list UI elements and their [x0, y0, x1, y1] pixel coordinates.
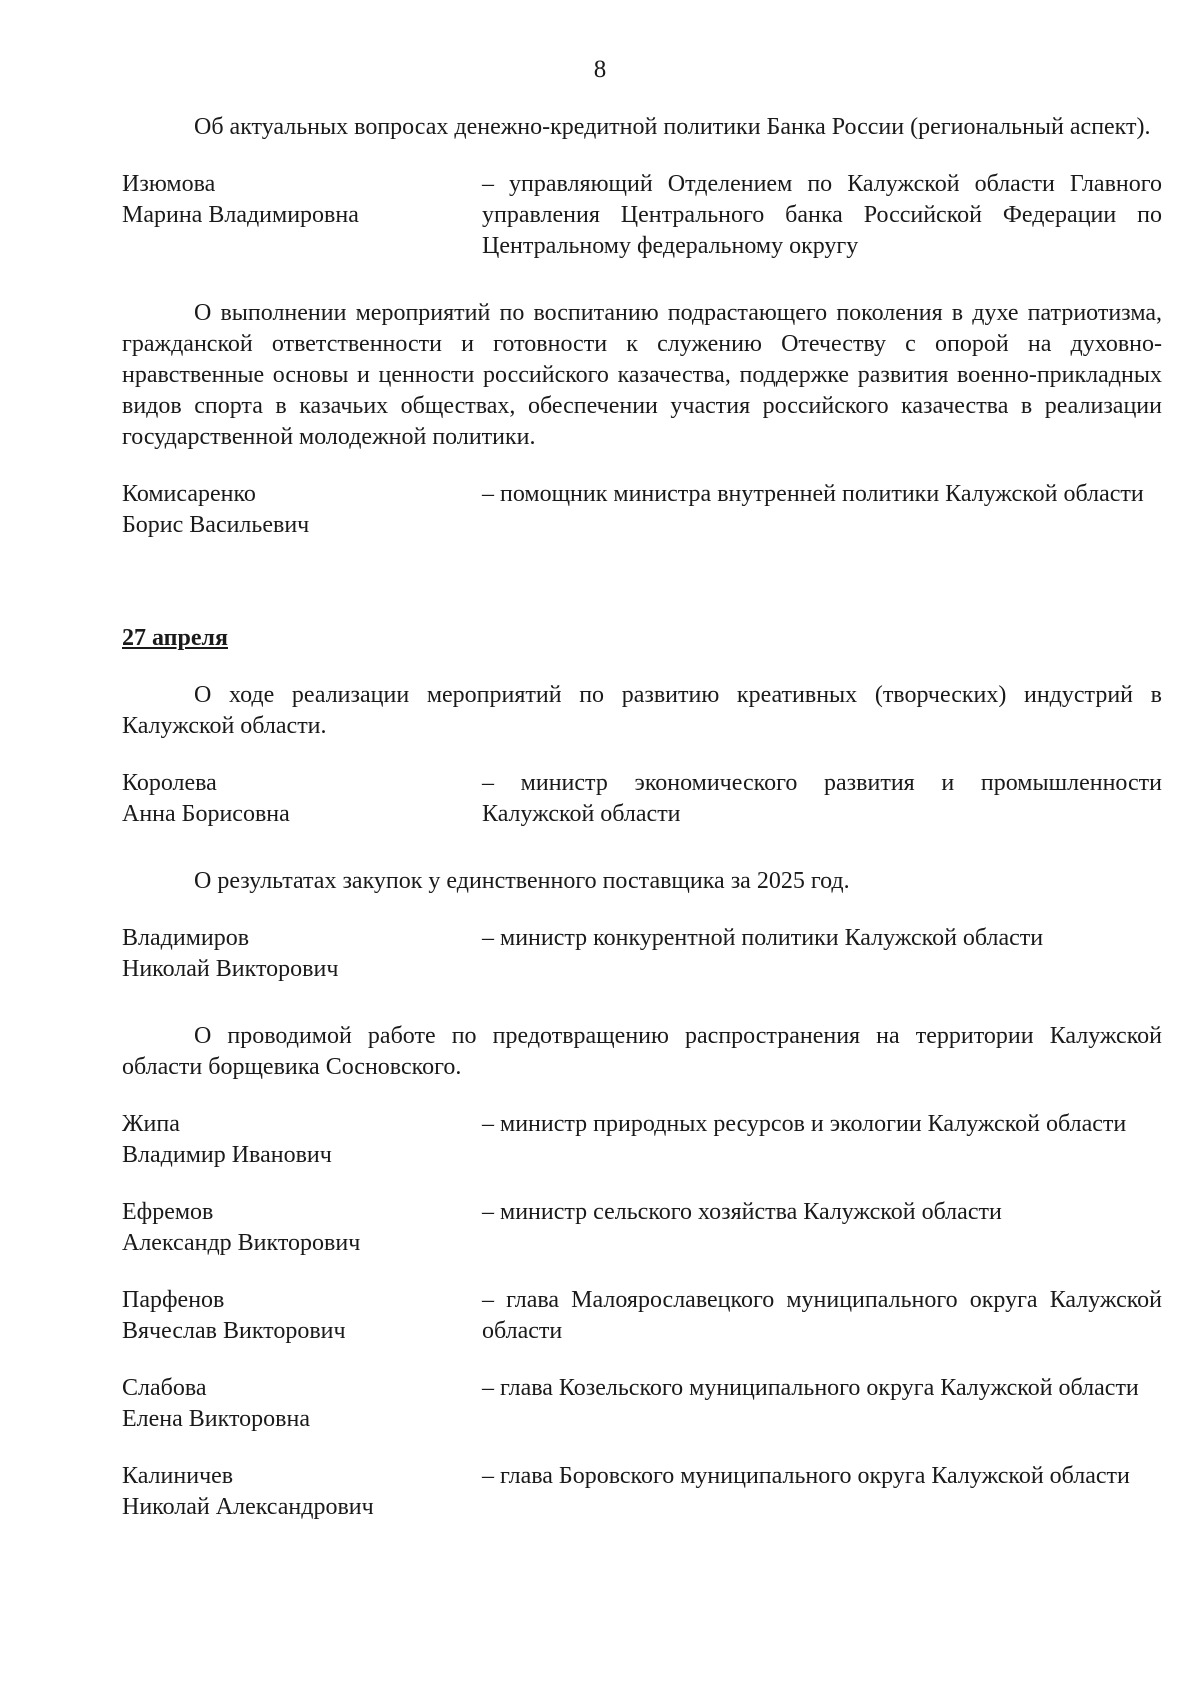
speaker-surname: Ефремов: [122, 1199, 214, 1225]
speaker-entry: [122, 1373, 1162, 1435]
document-body: [122, 112, 1162, 1523]
speaker-given-name: Елена Викторовна: [122, 1406, 310, 1432]
speaker-surname: Жипа: [122, 1111, 180, 1137]
speaker-name: [122, 169, 482, 262]
speaker-name: [122, 479, 482, 541]
speaker-surname: Владимиров: [122, 925, 250, 951]
agenda-topic: О ходе реализации мероприятий по развитию креативных (творческих) индустрий в Калужской области.: [122, 682, 1162, 739]
speaker-name: [122, 923, 482, 985]
speaker-entry: [122, 169, 1162, 262]
speaker-entry: [122, 479, 1162, 541]
speaker-role: – глава Боровского муниципального округа Калужской области: [482, 1463, 1130, 1489]
speaker-given-name: Владимир Иванович: [122, 1142, 332, 1168]
speaker-role: – помощник министра внутренней политики Калужской области: [482, 481, 1144, 507]
speaker-role: – министр природных ресурсов и экологии Калужской области: [482, 1111, 1127, 1137]
agenda-topic: О выполнении мероприятий по воспитанию подрастающего поколения в духе патриотизма, гражданской ответственности и готовности к служению Отечеству с опорой на духовно-нравственные основы и ценности российского казачества, поддержке развития военно-прикладных видов спорта в казачьих обществах, обеспечении участия российского казачества в реализации государственной молодежной политики.: [122, 300, 1162, 450]
speaker-given-name: Николай Викторович: [122, 956, 339, 982]
speaker-surname: Королева: [122, 770, 217, 796]
speaker-entry: [122, 1285, 1162, 1347]
speaker-entry: [122, 768, 1162, 830]
agenda-topic: О проводимой работе по предотвращению распространения на территории Калужской области борщевика Сосновского.: [122, 1023, 1162, 1080]
date-heading: 27 апреля: [122, 625, 228, 651]
speaker-role: – министр конкурентной политики Калужской области: [482, 925, 1044, 951]
speaker-given-name: Марина Владимировна: [122, 202, 359, 228]
speaker-role: – глава Козельского муниципального округа Калужской области: [482, 1375, 1139, 1401]
speaker-role: – глава Малоярославецкого муниципального округа Калужской области: [482, 1287, 1162, 1344]
speaker-given-name: Николай Александрович: [122, 1494, 374, 1520]
speaker-given-name: Анна Борисовна: [122, 801, 290, 827]
speaker-entry: [122, 923, 1162, 985]
speaker-given-name: Борис Васильевич: [122, 512, 310, 538]
speaker-name: [122, 1461, 482, 1523]
agenda-topic: Об актуальных вопросах денежно-кредитной политики Банка России (региональный аспект).: [194, 114, 1151, 140]
speaker-surname: Комисаренко: [122, 481, 256, 507]
speaker-name: [122, 1285, 482, 1347]
speaker-surname: Калиничев: [122, 1463, 234, 1489]
page-number: 8: [593, 56, 607, 83]
speaker-surname: Слабова: [122, 1375, 207, 1401]
speaker-entry: [122, 1109, 1162, 1171]
speaker-name: [122, 1197, 482, 1259]
speaker-role: – министр экономического развития и промышленности Калужской области: [482, 770, 1162, 827]
speaker-name: [122, 1109, 482, 1171]
speaker-entry: [122, 1461, 1162, 1523]
speaker-entry: [122, 1197, 1162, 1259]
speaker-name: [122, 768, 482, 830]
speaker-role: – министр сельского хозяйства Калужской области: [482, 1199, 1002, 1225]
agenda-topic: О результатах закупок у единственного поставщика за 2025 год.: [194, 868, 850, 894]
speaker-name: [122, 1373, 482, 1435]
speaker-given-name: Вячеслав Викторович: [122, 1318, 346, 1344]
speaker-given-name: Александр Викторович: [122, 1230, 361, 1256]
speaker-surname: Изюмова: [122, 171, 216, 197]
speaker-surname: Парфенов: [122, 1287, 225, 1313]
speaker-role: – управляющий Отделением по Калужской области Главного управления Центрального банка Российской Федерации по Центральному федеральному округу: [482, 171, 1162, 259]
